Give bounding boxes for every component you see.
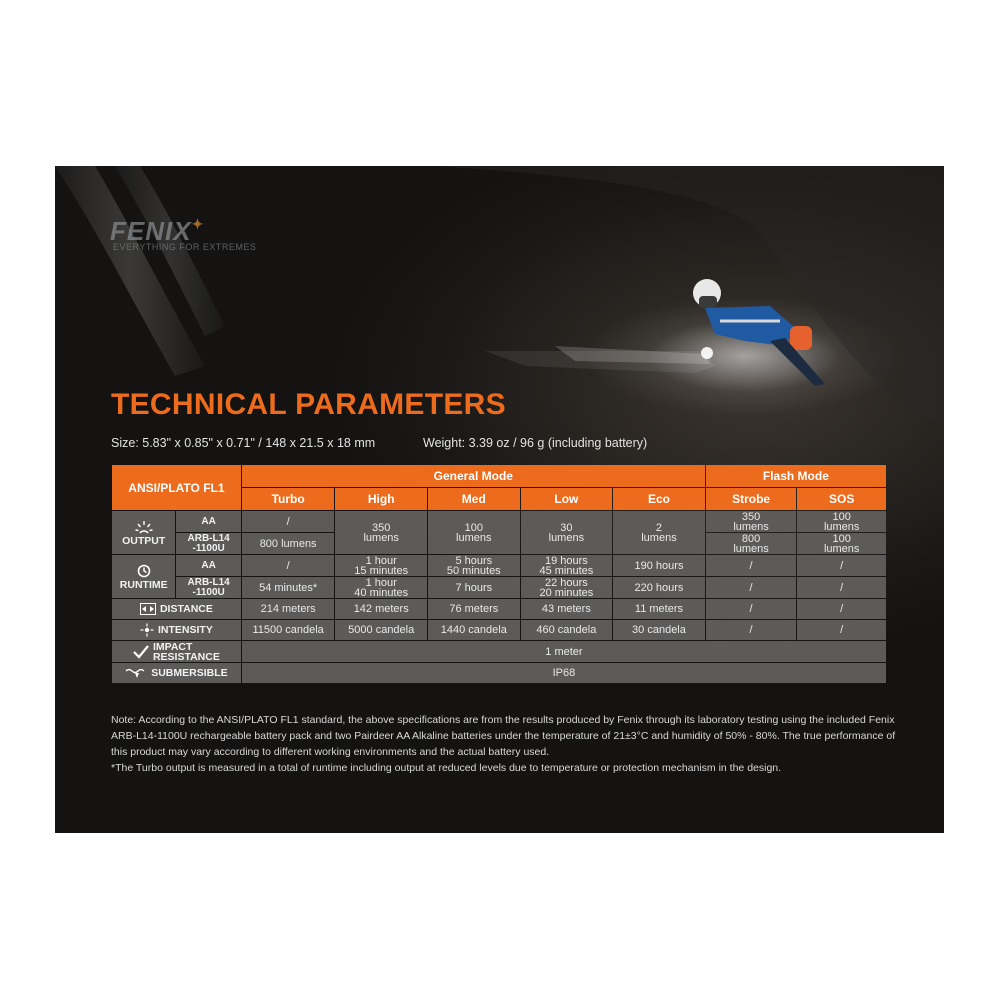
output-high: 350 lumens (335, 511, 427, 554)
runtime-aa-eco: 190 hours (613, 555, 705, 576)
impact-icon (133, 645, 149, 659)
impact-label: IMPACT (152, 640, 193, 653)
distance-eco: 11 meters (613, 599, 705, 619)
submersible-label: SUBMERSIBLE (151, 667, 228, 679)
output-arb-turbo: 800 lumens (242, 533, 335, 554)
mode-turbo: Turbo (242, 488, 335, 510)
output-icon (112, 520, 175, 536)
flash-mode-header: Flash Mode (706, 465, 886, 487)
runtime-label: RUNTIME (119, 578, 168, 591)
output-aa-turbo: / (242, 511, 335, 532)
runtime-aa-high: 1 hour 15 minutes (335, 555, 427, 576)
mode-high: High (335, 488, 427, 510)
mode-strobe: Strobe (706, 488, 797, 510)
output-eco: 2 lumens (613, 511, 705, 554)
intensity-turbo: 11500 candela (242, 620, 335, 640)
brand-logo: FENIX✦ (110, 216, 205, 246)
submersible-label-cell (112, 663, 241, 683)
weight-spec: Weight: 3.39 oz / 96 g (including battery) (423, 436, 648, 450)
mode-low: Low (521, 488, 613, 510)
runtime-arb-high: 1 hour 40 minutes (335, 577, 427, 598)
output-label-cell (112, 511, 175, 554)
distance-label-cell (112, 599, 241, 619)
runtime-arb-low: 22 hours 20 minutes (521, 577, 613, 598)
worker-photo (675, 266, 845, 416)
mode-sos: SOS (797, 488, 886, 510)
size-spec: Size: 5.83" x 0.85" x 0.71" / 148 x 21.5 x 18 mm (111, 436, 376, 450)
battery-arb: ARB-L14 -1100U (176, 533, 240, 554)
standard-header: ANSI/PLATO FL1 (112, 465, 241, 510)
spec-table (111, 464, 887, 684)
battery-arb: ARB-L14 -1100U (176, 577, 240, 598)
output-med: 100 lumens (428, 511, 520, 554)
distance-strobe: / (706, 599, 797, 619)
runtime-icon (112, 564, 175, 580)
runtime-aa-strobe: / (706, 555, 797, 576)
runtime-aa-sos: / (797, 555, 886, 576)
intensity-med: 1440 candela (428, 620, 520, 640)
runtime-arb-med: 7 hours (428, 577, 520, 598)
runtime-label-cell (112, 555, 175, 598)
footnotes (111, 712, 901, 776)
output-low: 30 lumens (521, 511, 613, 554)
intensity-label: INTENSITY (157, 624, 213, 636)
mode-eco: Eco (613, 488, 705, 510)
intensity-strobe: / (706, 620, 797, 640)
output-arb-strobe: 800 lumens (706, 533, 797, 554)
intensity-label-cell (112, 620, 241, 640)
distance-med: 76 meters (428, 599, 520, 619)
distance-sos: / (797, 599, 886, 619)
intensity-low: 460 candela (521, 620, 613, 640)
intensity-eco: 30 candela (613, 620, 705, 640)
intensity-sos: / (797, 620, 886, 640)
intensity-icon (140, 623, 154, 637)
page-title: TECHNICAL PARAMETERS (111, 388, 506, 421)
general-mode-header: General Mode (242, 465, 705, 487)
hero-panel (55, 166, 944, 833)
runtime-arb-sos: / (797, 577, 886, 598)
runtime-aa-med: 5 hours 50 minutes (428, 555, 520, 576)
distance-turbo: 214 meters (242, 599, 335, 619)
note-main: Note: According to the ANSI/PLATO FL1 standard, the above specifications are from the results produced by Fenix through its laboratory testing using the included Fenix ARB-L14-1100U rechargeable battery pack and two Pairdeer AA Alkaline batteries under the temperature of 21±3°C and humidity of 50% - 80%. The true performance of this product may vary according to different working environments and the actual battery used. (111, 714, 896, 758)
output-label: OUTPUT (122, 534, 166, 547)
runtime-aa-turbo: / (242, 555, 335, 576)
impact-value: 1 meter (242, 641, 886, 662)
distance-icon (140, 603, 156, 615)
battery-aa: AA (176, 555, 240, 576)
output-aa-strobe: 350 lumens (706, 511, 797, 532)
runtime-arb-strobe: / (706, 577, 797, 598)
output-arb-sos: 100 lumens (797, 533, 886, 554)
runtime-arb-turbo: 54 minutes* (242, 577, 335, 598)
runtime-aa-low: 19 hours 45 minutes (521, 555, 613, 576)
brand-tagline: EVERYTHING FOR EXTREMES (113, 242, 257, 252)
battery-aa: AA (176, 511, 240, 532)
submersible-value: IP68 (242, 663, 886, 683)
impact-label-cell: IMPACT RESISTANCE (112, 641, 241, 662)
output-aa-sos: 100 lumens (797, 511, 886, 532)
intensity-high: 5000 candela (335, 620, 427, 640)
runtime-arb-eco: 220 hours (613, 577, 705, 598)
distance-low: 43 meters (521, 599, 613, 619)
submersible-icon (125, 667, 147, 679)
mode-med: Med (428, 488, 520, 510)
note-turbo: *The Turbo output is measured in a total of runtime including output at reduced levels due to temperature or protection mechanism in the design. (111, 762, 782, 774)
distance-high: 142 meters (335, 599, 427, 619)
distance-label: DISTANCE (159, 603, 213, 615)
